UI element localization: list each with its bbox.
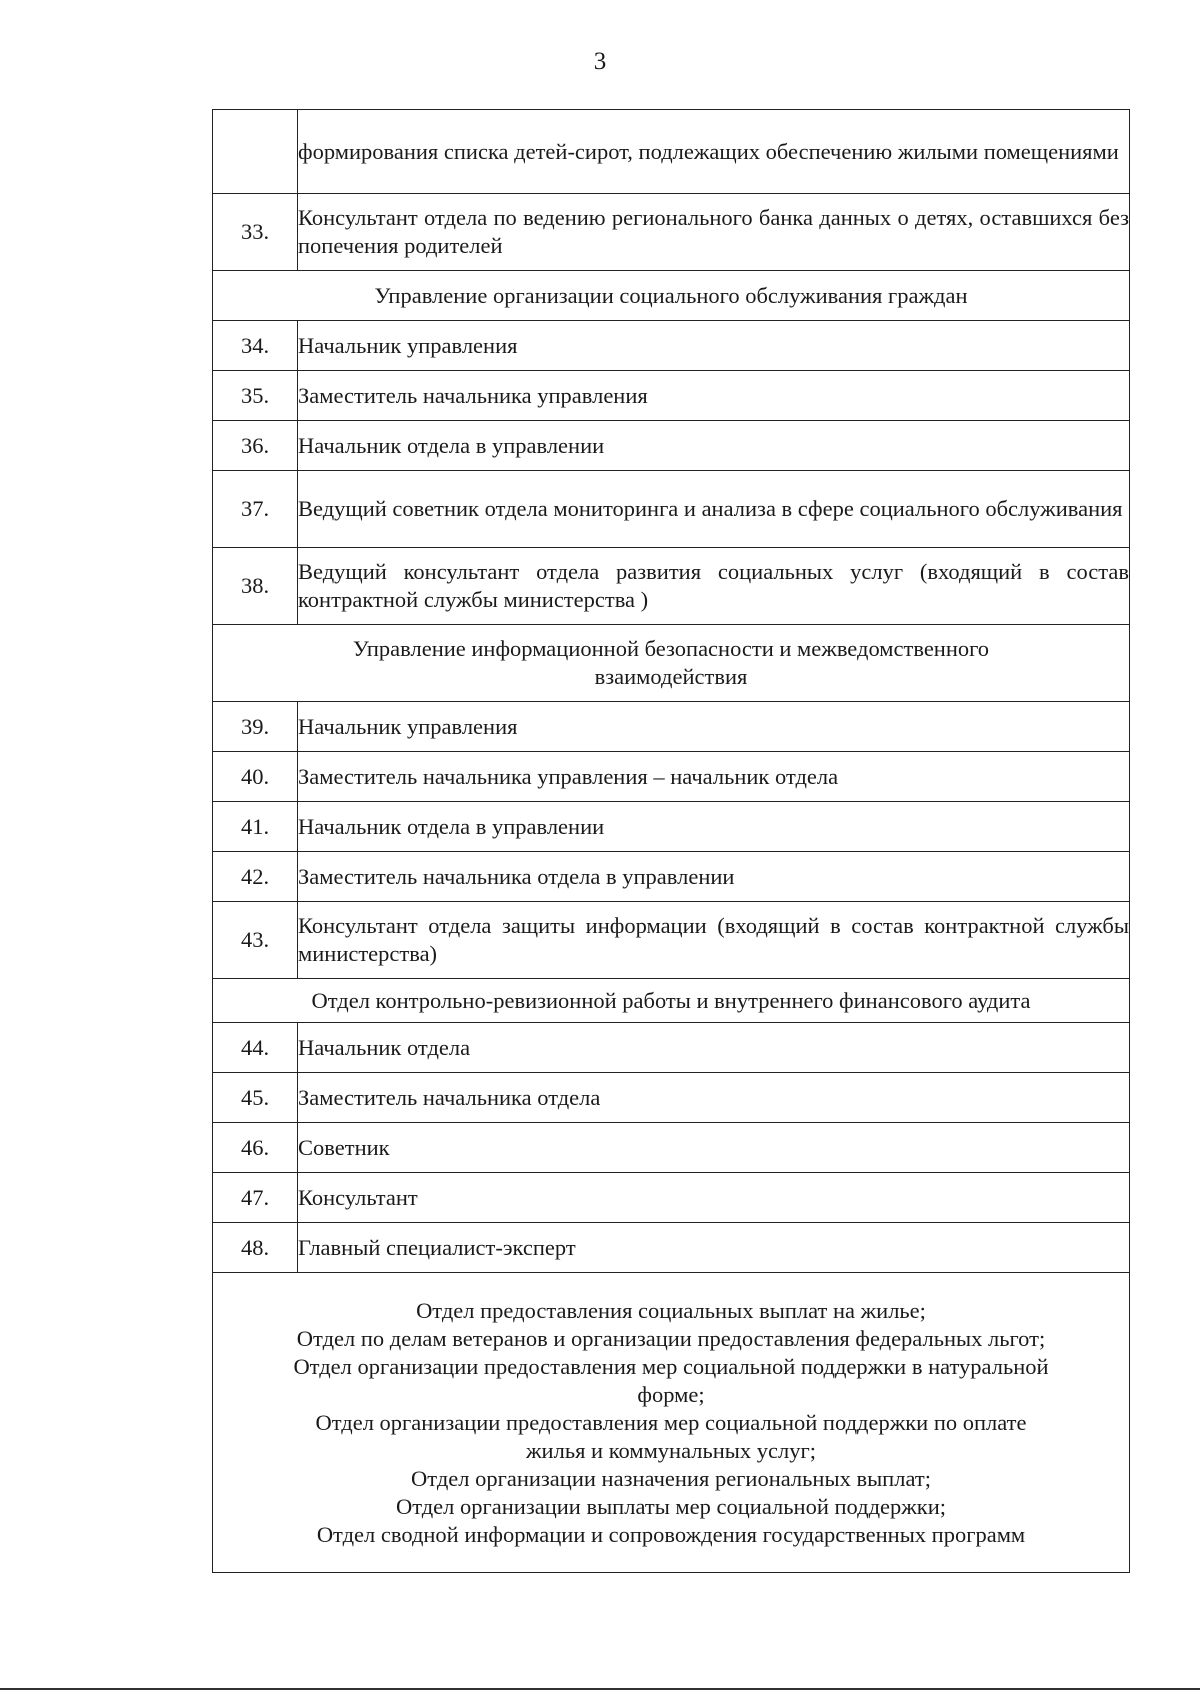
row-number: 48. [213, 1223, 298, 1273]
table-row [213, 1023, 1130, 1073]
row-text: Начальник управления [298, 702, 1130, 752]
table-row [213, 902, 1130, 979]
row-text: Заместитель начальника отдела в управлении [298, 852, 1130, 902]
section-title-line: форме; [637, 1381, 705, 1407]
row-text: Ведущий советник отдела мониторинга и анализа в сфере социального обслуживания [298, 471, 1130, 548]
table-row [213, 1173, 1130, 1223]
table-row [213, 1073, 1130, 1123]
row-text: Заместитель начальника управления [298, 371, 1130, 421]
section-title-line: Отдел организации предоставления мер социальной поддержки по оплате [315, 1409, 1027, 1435]
page-number: 3 [593, 48, 607, 75]
table-row [213, 471, 1130, 548]
row-text: Советник [298, 1123, 1130, 1173]
section-title [213, 625, 1130, 702]
section-header [213, 271, 1130, 321]
table-row [213, 421, 1130, 471]
bottom-scan-edge [0, 1688, 1200, 1690]
row-number: 43. [213, 902, 298, 979]
row-number: 33. [213, 194, 298, 271]
section-title-line: Отдел организации назначения региональных выплат; [411, 1465, 931, 1491]
section-title-line: Отдел организации предоставления мер социальной поддержки в натуральной [293, 1353, 1049, 1379]
row-number: 46. [213, 1123, 298, 1173]
row-text: Начальник управления [298, 321, 1130, 371]
row-text: Главный специалист-эксперт [298, 1223, 1130, 1273]
row-number: 42. [213, 852, 298, 902]
section-title-line: Отдел по делам ветеранов и организации предоставления федеральных льгот; [296, 1325, 1046, 1351]
row-text: Консультант отдела защиты информации (входящий в состав контрактной службы министерства) [298, 902, 1130, 979]
section-header [213, 1273, 1130, 1573]
table-row [213, 1123, 1130, 1173]
section-title-block [213, 1273, 1130, 1573]
section-title-line: Управление информационной безопасности и межведомственного [352, 636, 990, 661]
row-text: формирования списка детей-сирот, подлежащих обеспечению жилыми помещениями [298, 110, 1130, 194]
row-text: Консультант [298, 1173, 1130, 1223]
table-row [213, 802, 1130, 852]
row-text: Заместитель начальника отдела [298, 1073, 1130, 1123]
table-row [213, 321, 1130, 371]
row-number: 40. [213, 752, 298, 802]
section-title-line: Отдел организации выплаты мер социальной поддержки; [395, 1493, 947, 1519]
row-number: 47. [213, 1173, 298, 1223]
table-row [213, 702, 1130, 752]
table-row [213, 194, 1130, 271]
row-number: 36. [213, 421, 298, 471]
row-text: Начальник отдела в управлении [298, 802, 1130, 852]
row-text: Начальник отдела в управлении [298, 421, 1130, 471]
row-number: 34. [213, 321, 298, 371]
section-title-line: жилья и коммунальных услуг; [526, 1437, 816, 1463]
positions-table [212, 109, 1130, 1573]
section-title: Управление организации социального обслуживания граждан [213, 271, 1130, 321]
row-number [213, 110, 298, 194]
table-row [213, 752, 1130, 802]
section-title-line: Отдел предоставления социальных выплат на жилье; [416, 1297, 926, 1323]
row-number: 44. [213, 1023, 298, 1073]
row-number: 45. [213, 1073, 298, 1123]
row-number: 41. [213, 802, 298, 852]
row-text: Консультант отдела по ведению регионального банка данных о детях, оставшихся без попечения родителей [298, 194, 1130, 271]
table-row [213, 852, 1130, 902]
section-header [213, 625, 1130, 702]
row-text: Ведущий консультант отдела развития социальных услуг (входящий в состав контрактной службы министерства ) [298, 548, 1130, 625]
row-text: Заместитель начальника управления – начальник отдела [298, 752, 1130, 802]
row-text: Начальник отдела [298, 1023, 1130, 1073]
table-row [213, 1223, 1130, 1273]
section-title-line: Отдел сводной информации и сопровождения государственных программ [316, 1521, 1026, 1547]
table-row [213, 110, 1130, 194]
table-row [213, 371, 1130, 421]
section-header [213, 979, 1130, 1023]
row-number: 38. [213, 548, 298, 625]
row-number: 35. [213, 371, 298, 421]
table-row [213, 548, 1130, 625]
row-number: 39. [213, 702, 298, 752]
row-number: 37. [213, 471, 298, 548]
section-title-line: взаимодействия [594, 664, 748, 689]
section-title: Отдел контрольно-ревизионной работы и внутреннего финансового аудита [213, 979, 1130, 1023]
